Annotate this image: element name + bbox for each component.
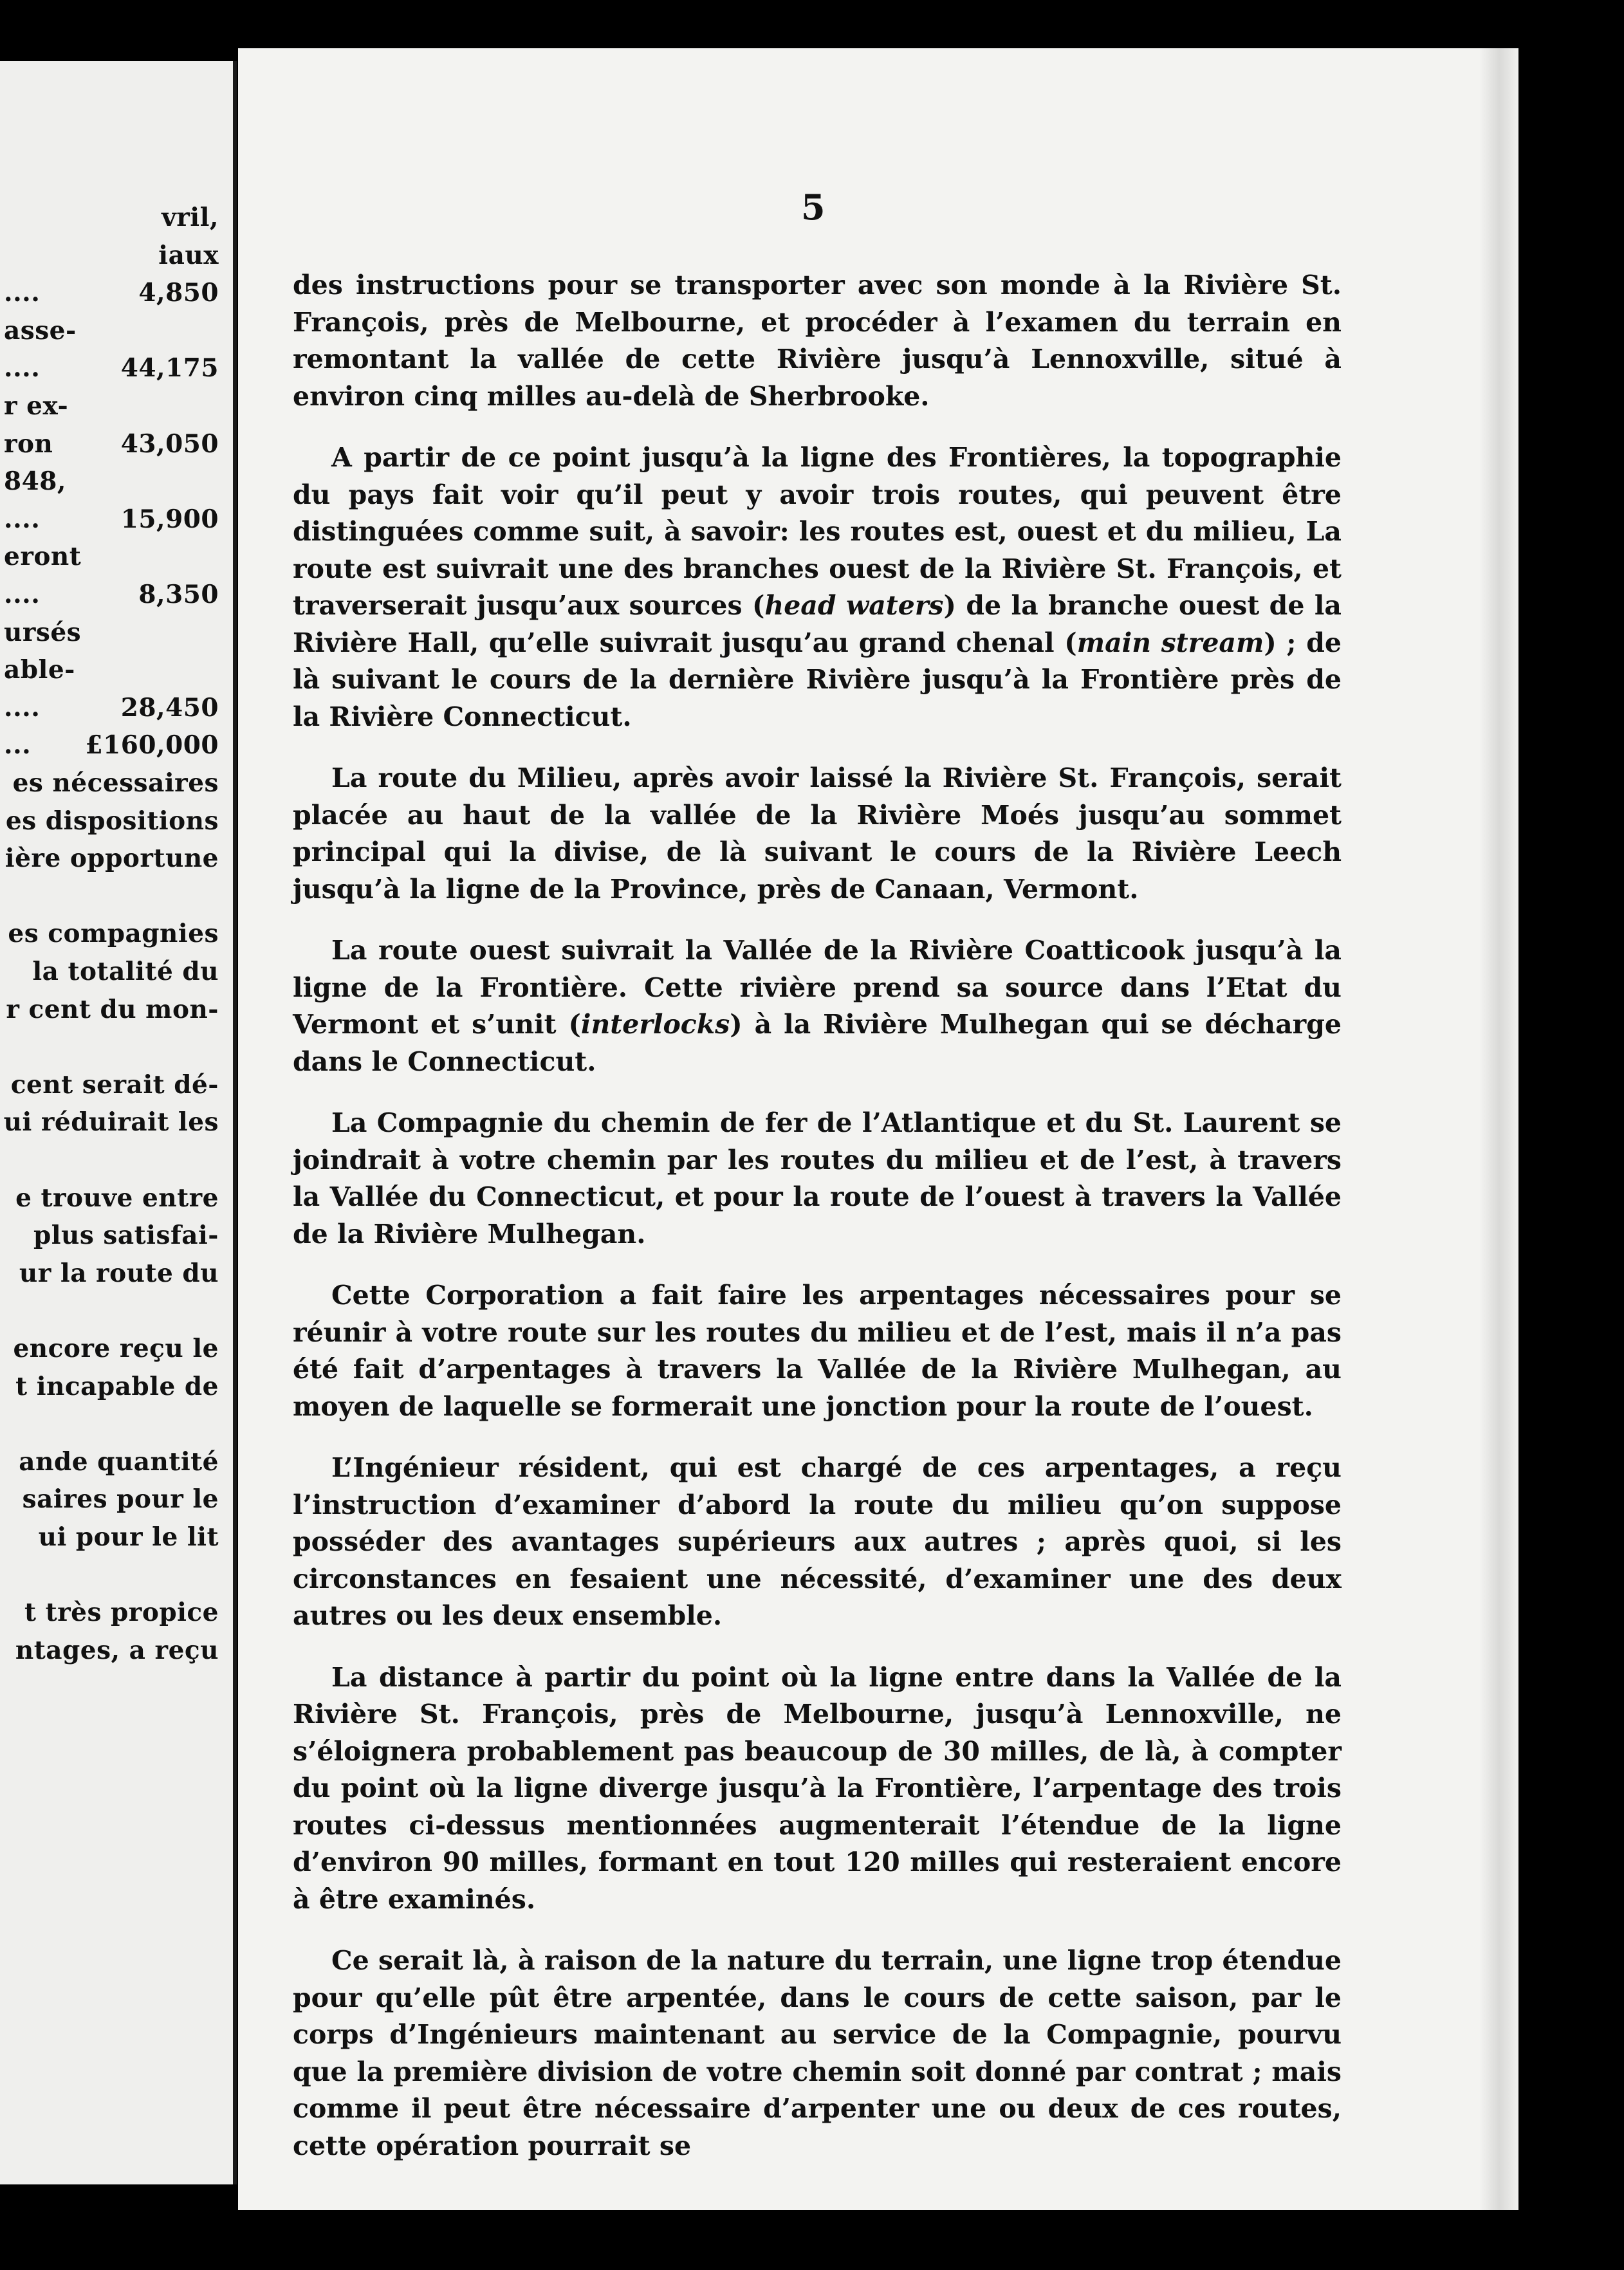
left-page-line-start: .... (4, 353, 41, 383)
left-page-line-start: able- (4, 655, 75, 685)
paragraph-text: La route ouest suivrait la Vallée de la Rivière Coatticook jusqu’à la ligne de la Frontière. Cette rivière prend sa source dans l’Etat du Vermont et s’unit ( (293, 935, 1342, 1040)
paragraph (293, 1659, 1342, 1919)
left-page-line-end: es compagnies (8, 919, 219, 949)
left-page-line-end: 28,450 (120, 692, 219, 723)
left-page-line-start: .... (4, 504, 41, 534)
left-page-line-end: 43,050 (120, 429, 219, 459)
previous-page-strip (0, 61, 237, 2184)
page-number: 5 (801, 187, 826, 228)
left-page-line-end: ière opportune (5, 844, 219, 874)
paragraph-text: La Compagnie du chemin de fer de l’Atlantique et du St. Laurent se joindrait à votre chemin par les routes du milieu et de l’est, à travers la Vallée du Connecticut, et pour la route de l’ouest à travers la Vallée de la Rivière Mulhegan. (293, 1107, 1342, 1250)
left-page-line-start: ... (4, 730, 32, 761)
page-edge-shadow (1480, 48, 1518, 2210)
italic-term: head waters (764, 590, 944, 621)
left-page-line-start: ron (4, 429, 53, 459)
paragraph (293, 1450, 1342, 1635)
left-page-line-start: .... (4, 580, 41, 609)
left-page-line-end: ande quantité (19, 1446, 219, 1477)
left-page-line-end: encore reçu le (13, 1334, 219, 1363)
paragraph-text: A partir de ce point jusqu’à la ligne des Frontières, la topographie du pays fait voir qu’il peut y avoir trois routes, qui peuvent être distinguées comme suit, à savoir: les routes est, ouest et du milieu, La route est suivrait une des branches ouest de la Rivière St. François, et traverserait jusqu’aux sources ( (293, 442, 1342, 621)
left-page-line-end: es dispositions (5, 806, 219, 836)
left-page-line-end: ur la route du (19, 1258, 219, 1288)
left-page-line-end: ui réduirait les (3, 1107, 219, 1138)
left-page-line-end: ntages, a reçu (15, 1635, 219, 1665)
italic-term: interlocks (580, 1009, 730, 1040)
left-page-line-end: e trouve entre (15, 1183, 219, 1213)
left-page-line-end: vril, (161, 203, 219, 232)
paragraph-text: Ce serait là, à raison de la nature du terrain, une ligne trop étendue pour qu’elle pût être arpentée, dans le cours de cette saison, par le corps d’Ingénieurs maintenant au service de la Compagnie, pourvu que la première division de votre chemin soit donné par contrat ; mais comme il peut être nécessaire d’arpenter une ou deux de ces routes, cette opération pourrait se (293, 1945, 1342, 2161)
left-page-line-end: la totalité du (32, 957, 219, 986)
left-page-line-end: plus satisfai- (33, 1221, 219, 1251)
left-page-line-end: ui pour le lit (38, 1522, 219, 1552)
paragraph-text: La route du Milieu, après avoir laissé la Rivière St. François, serait placée au haut de la vallée de la Rivière Moés jusqu’au sommet principal qui la divise, de là suivant le cours de la Rivière Leech jusqu’à la ligne de la Province, près de Canaan, Vermont. (293, 762, 1342, 905)
left-page-line-end: t incapable de (15, 1371, 219, 1401)
left-page-line-start: asse- (4, 315, 77, 346)
left-page-line-start: .... (4, 278, 41, 308)
left-page-line-end: 4,850 (138, 278, 219, 308)
paragraph-text: ) à la Rivière Mulhegan qui se décharge dans le Connecticut. (293, 1009, 1342, 1077)
left-page-line-start: .... (4, 692, 41, 723)
paragraph-text: des instructions pour se transporter avec son monde à la Rivière St. François, près de Melbourne, et procéder à l’examen du terrain en remontant la vallée de cette Rivière jusqu’à Lennoxville, situé à environ cinq milles au-delà de Sherbrooke. (293, 270, 1342, 412)
paragraph (293, 1277, 1342, 1425)
left-page-line-start: 848, (4, 466, 66, 497)
left-page-line-end: es nécessaires (12, 768, 219, 798)
left-page-line-end: r cent du mon- (6, 994, 219, 1024)
left-page-line-start: ursés (4, 617, 82, 647)
italic-term: main stream (1076, 627, 1264, 658)
page-body-text (293, 267, 1342, 2189)
left-page-line-start: r ex- (4, 391, 69, 421)
left-page-line-end: saires pour le (22, 1484, 219, 1515)
left-page-line-end: 8,350 (138, 580, 219, 609)
paragraph (293, 267, 1342, 415)
paragraph-text: Cette Corporation a fait faire les arpentages nécessaires pour se réunir à votre route sur les routes du milieu et de l’est, mais il n’a pas été fait d’arpentages à travers la Vallée de la Rivière Mulhegan, au moyen de laquelle se formerait une jonction pour la route de l’ouest. (293, 1280, 1342, 1422)
left-page-line-end: t très propice (24, 1598, 219, 1628)
paragraph (293, 439, 1342, 735)
paragraph-text: L’Ingénieur résident, qui est chargé de ces arpentages, a reçu l’instruction d’examiner d’abord la route du milieu qu’on suppose posséder des avantages supérieurs aux autres ; après quoi, si les circonstances en fesaient une nécessité, d’examiner une des deux autres ou les deux ensemble. (293, 1452, 1342, 1631)
paragraph (293, 932, 1342, 1080)
left-page-line-end: 44,175 (120, 353, 219, 383)
paragraph (293, 1942, 1342, 2164)
paragraph-text: ) de la branche ouest de la Rivière Hall, qu’elle suivrait jusqu’au grand chenal ( (293, 590, 1342, 658)
left-page-line-end: £160,000 (85, 730, 219, 761)
left-page-line-end: cent serait dé- (10, 1069, 219, 1100)
left-page-line-end: 15,900 (120, 504, 219, 534)
paragraph (293, 760, 1342, 908)
paragraph-text: ) ; de là suivant le cours de la dernière Rivière jusqu’à la Frontière près de la Rivière Connecticut. (293, 627, 1342, 732)
paragraph-text: La distance à partir du point où la ligne entre dans la Vallée de la Rivière St. François, près de Melbourne, jusqu’à Lennoxville, ne s’éloignera probablement pas beaucoup de 30 milles, de là, à compter du point où la ligne diverge jusqu’à la Frontière, l’arpentage des trois routes ci-dessus mentionnées augmenterait l’étendue de la ligne d’environ 90 milles, formant en tout 120 milles qui resteraient encore à être examinés. (293, 1661, 1342, 1915)
paragraph (293, 1105, 1342, 1253)
left-page-line-end: iaux (158, 240, 219, 270)
left-page-line-start: eront (4, 542, 82, 572)
